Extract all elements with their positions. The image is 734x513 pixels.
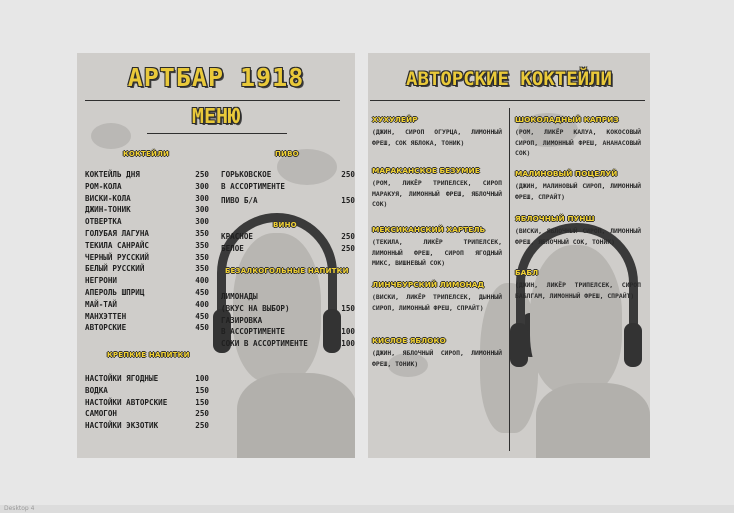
page-title: АРТБАР 1918 [127, 63, 305, 92]
cocktail-name: МАЛИНОВЫЙ ПОЦЕЛУЙ [515, 169, 618, 178]
column-divider [509, 108, 510, 451]
cocktail-card [515, 214, 641, 247]
menu-row: МАЙ-ТАЙ 400 [85, 299, 209, 309]
menu-row: ГАЗИРОВКА [221, 315, 263, 325]
cocktail-name: ЛИНЧБУРСКИЙ ЛИМОНАД [372, 280, 485, 289]
menu-row: НАСТОЙКИ ЯГОДНЫЕ 100 [85, 374, 209, 383]
strong-drinks-list [85, 373, 209, 432]
wine-list [221, 231, 355, 255]
cocktail-description: (РОМ, ЛИКЁР ТРИПЕЛСЕК, СИРОП МАРАКУЯ, ЛИМОННЫЙ ФРЕШ, ЯБЛОЧНЫЙ СОК) [372, 179, 502, 208]
cocktail-description: (ДЖИН, СИРОП ОГУРЦА, ЛИМОННЫЙ ФРЕШ, СОК ЯБЛОКА, ТОНИК) [372, 128, 502, 147]
taskbar-label: Desktop 4 [4, 505, 35, 512]
cocktail-description: (ТЕКИЛА, ЛИКЁР ТРИПЕЛСЕК, ЛИМОННЫЙ ФРЕШ, СИРОП ЯГОДНЫЙ МИКС, ВИШНЕВЫЙ СОК) [372, 238, 502, 267]
headphone-right-cup [624, 323, 642, 367]
menu-row: (ВКУС НА ВЫБОР) 150 [221, 303, 355, 313]
cocktail-card [515, 115, 641, 159]
menu-row: ДЖИН-ТОНИК 300 [85, 205, 209, 215]
headphone-left-cup [510, 323, 528, 367]
section-header-strong-drinks: КРЕПКИЕ НАПИТКИ [107, 351, 190, 359]
cocktail-card [515, 169, 641, 202]
menu-row: НЕГРОНИ 400 [85, 276, 209, 286]
menu-page-right [368, 53, 650, 458]
menu-row: ВОДКА 150 [85, 385, 209, 395]
menu-row: ЧЕРНЫЙ РУССКИЙ 350 [85, 252, 209, 262]
menu-row: ГОРЬКОВСКОЕ 250 [221, 170, 355, 179]
cocktail-card [515, 268, 641, 301]
title-divider [85, 100, 340, 101]
menu-row: ГОЛУБАЯ ЛАГУНА 350 [85, 228, 209, 238]
section-header-wine: ВИНО [273, 221, 297, 229]
cocktail-name: МЕКСИКАНСКИЙ ХАРТЕЛЬ [372, 225, 486, 234]
bust-neck [237, 373, 355, 458]
page-title: АВТОРСКИЕ КОКТЕЙЛИ [406, 68, 612, 90]
section-header-beer: ПИВО [275, 150, 299, 158]
cocktail-card [372, 280, 502, 313]
menu-row: БЕЛЫЙ РУССКИЙ 350 [85, 264, 209, 274]
cocktail-name: МАРАКАНСКОЕ БЕЗУМИЕ [372, 166, 480, 175]
menu-row: КОКТЕЙЛЬ ДНЯ 250 [85, 170, 209, 179]
menu-row: РОМ-КОЛА 300 [85, 181, 209, 191]
menu-row: ЛИМОНАДЫ [221, 292, 258, 301]
menu-row: ВИСКИ-КОЛА 300 [85, 193, 209, 203]
headphone-bust-image [508, 223, 650, 458]
menu-row: НАСТОЙКИ АВТОРСКИЕ 150 [85, 397, 209, 407]
section-header-cocktails: КОКТЕЙЛИ [123, 150, 170, 158]
beer-list [221, 169, 355, 206]
section-header-soft-drinks: БЕЗАЛКОГОЛЬНЫЕ НАПИТКИ [225, 267, 349, 275]
menu-row: СОКИ В АССОРТИМЕНТЕ 100 [221, 339, 355, 349]
menu-row: КРАСНОЕ 250 [221, 232, 355, 241]
taskbar [0, 505, 734, 513]
cocktail-name: БАБЛ [515, 268, 539, 277]
subtitle-divider [147, 133, 287, 134]
menu-row: АПЕРОЛЬ ШПРИЦ 450 [85, 287, 209, 297]
menu-row: БЕЛОЕ 250 [221, 243, 355, 253]
cocktail-description: (ДЖИН, ЯБЛОЧНЫЙ СИРОП, ЛИМОННЫЙ ФРЕШ, ТОНИК) [372, 349, 502, 368]
cocktail-card [372, 115, 502, 148]
menu-page-left [77, 53, 355, 458]
cocktail-description: (ДЖИН, ЛИКЁР ТРИПЕЛСЕК, СИРОП БАБЛГАМ, ЛИМОННЫЙ ФРЕШ, СПРАЙТ) [515, 281, 641, 300]
menu-row: НАСТОЙКИ ЭКЗОТИК 250 [85, 421, 209, 431]
menu-row: САМОГОН 250 [85, 409, 209, 419]
cocktail-name: ШОКОЛАДНЫЙ КАПРИЗ [515, 115, 619, 124]
cocktail-description: (ВИСКИ, ЛИКЁР ТРИПЕЛСЕК, ДЫННЫЙ СИРОП, ЛИМОННЫЙ ФРЕШ, СПРАЙТ) [372, 293, 502, 312]
menu-row: ПИВО Б/А 150 [221, 195, 355, 205]
menu-row: АВТОРСКИЕ 450 [85, 323, 209, 333]
cocktail-description: (ВИСКИ, ЯБЛОЧНЫЙ СИРОП, ЛИМОННЫЙ ФРЕШ, ЯБЛОЧНЫЙ СОК, ТОНИК) [515, 227, 641, 246]
menu-subtitle: МЕНЮ [191, 104, 241, 128]
cocktail-name: ХУХУЛЕЙР [372, 115, 418, 124]
cocktail-card [372, 166, 502, 210]
cocktail-description: (ДЖИН, МАЛИНОВЫЙ СИРОП, ЛИМОННЫЙ ФРЕШ, СПРАЙТ) [515, 182, 641, 201]
menu-row: МАНХЭТТЕН 450 [85, 311, 209, 321]
cocktail-card [372, 336, 502, 369]
title-divider [370, 100, 645, 101]
menu-row: В АССОРТИМЕНТЕ 100 [221, 327, 355, 337]
cocktails-list [85, 169, 209, 334]
bust-neck [536, 383, 650, 458]
cocktail-card [372, 225, 502, 269]
cocktail-name: КИСЛОЕ ЯБЛОКО [372, 336, 446, 345]
menu-row: ОТВЕРТКА 300 [85, 217, 209, 227]
menu-row: В АССОРТИМЕНТЕ [221, 181, 286, 191]
menu-row: ТЕКИЛА САНРАЙС 350 [85, 240, 209, 250]
cocktail-description: (РОМ, ЛИКЁР КАЛУА, КОКОСОВЫЙ СИРОП, ЛИМОННЫЙ ФРЕШ, АНАНАСОВЫЙ СОК) [515, 128, 641, 157]
cocktail-name: ЯБЛОЧНЫЙ ПУНШ [515, 214, 595, 223]
soft-drinks-list [221, 291, 355, 350]
